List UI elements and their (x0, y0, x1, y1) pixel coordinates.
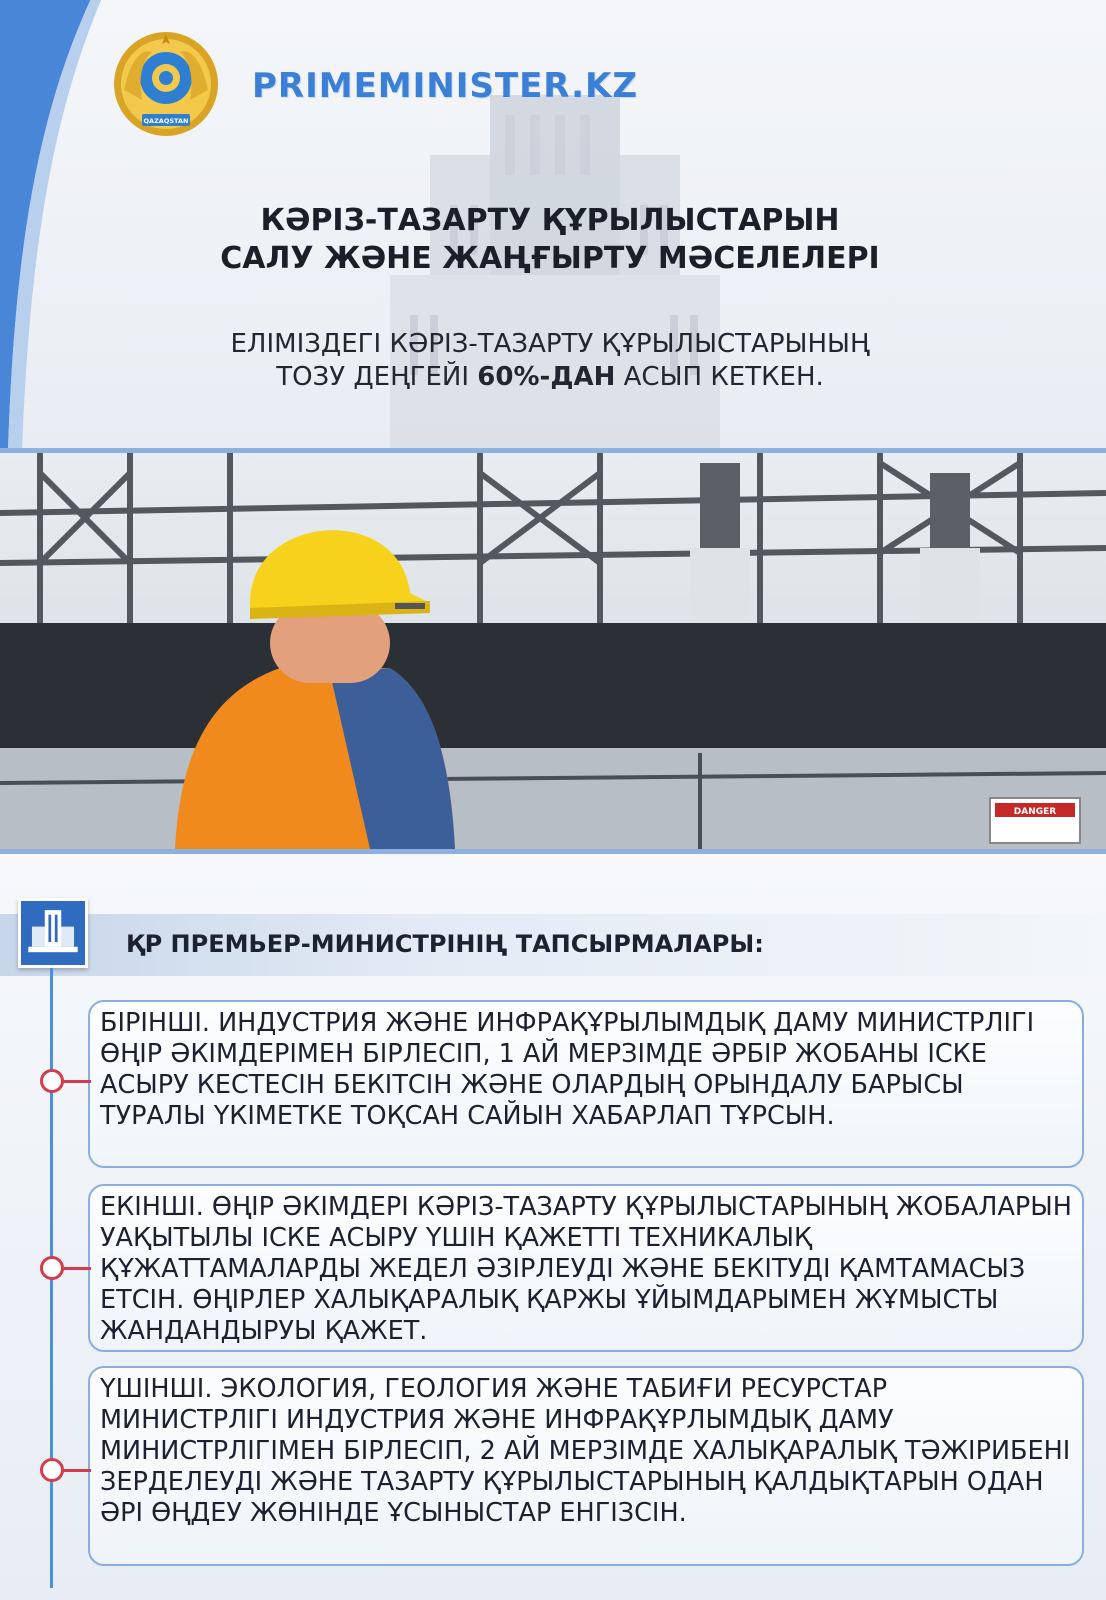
fact-text-pre: ТОЗУ ДЕҢГЕЙІ (276, 362, 478, 392)
task-card-2 (88, 1184, 1084, 1352)
emblem-inscription: QAZAQSTAN (143, 117, 189, 125)
section-title: ҚР ПРЕМЬЕР-МИНИСТРІНІҢ ТАПСЫРМАЛАРЫ: (126, 930, 764, 958)
timeline-marker-1 (40, 1069, 64, 1093)
fact-highlight-percent: 60%-ДАН (477, 362, 616, 392)
industrial-site-illustration (0, 453, 1106, 849)
key-fact (100, 328, 1000, 394)
task-text: ЕКІНШІ. ӨҢІР ӘКІМДЕРІ КӘРІЗ-ТАЗАРТУ ҚҰРЫЛЫСТАРЫНЫҢ ЖОБАЛАРЫН УАҚЫТЫЛЫ ІСКЕ АСЫРУ ҮШІН ҚАЖЕТТІ ТЕХНИКАЛЫҚ ҚҰЖАТТАМАЛАРДЫ ЖЕДЕЛ ӘЗІРЛЕУДІ ЖӘНЕ БЕКІТУДІ ҚАМТАМАСЫЗ ЕТСІН. ӨҢІРЛЕР ХАЛЫҚАРАЛЫҚ ҚАРЖЫ ҰЙЫМДАРЫМЕН ЖҰМЫСТЫ ЖАНДАНДЫРУЫ ҚАЖЕТ. (100, 1192, 1072, 1346)
tasks-section (0, 854, 1106, 1600)
fact-text-post: АСЫП КЕТКЕН. (615, 362, 824, 392)
title-line-2: САЛУ ЖӘНЕ ЖАҢҒЫРТУ МӘСЕЛЕЛЕРІ (220, 241, 880, 276)
kazakhstan-emblem-logo (112, 30, 220, 138)
task-text: ҮШІНШІ. ЭКОЛОГИЯ, ГЕОЛОГИЯ ЖӘНЕ ТАБИҒИ РЕСУРСТАР МИНИСТРЛІГІ ИНДУСТРИЯ ЖӘНЕ ИНФРАҚҰРЛЫМДЫҚ ДАМУ МИНИСТРЛІГІМЕН БІРЛЕСІП, 2 АЙ МЕРЗІМДЕ ХАЛЫҚАРАЛЫҚ ТӘЖІРИБЕНІ ЗЕРДЕЛЕУДІ ЖӘНЕ ТАЗАРТУ ҚҰРЫЛЫСТАРЫНЫҢ ҚАЛДЫҚТАРЫН ОДАН ӘРІ ӨҢДЕУ ЖӨНІНДЕ ҰСЫНЫСТАР ЕНГІЗСІН. (100, 1374, 1071, 1528)
fact-line-2 (100, 361, 1000, 394)
site-name-logo[interactable]: PRIMEMINISTER.KZ (252, 66, 639, 106)
government-building-icon (18, 898, 88, 968)
worker-photo (0, 448, 1106, 854)
danger-sign-text: DANGER (1013, 807, 1057, 817)
timeline-marker-2 (40, 1256, 64, 1280)
title-line-1: КӘРІЗ-ТАЗАРТУ ҚҰРЫЛЫСТАРЫН (260, 203, 840, 238)
timeline-marker-3 (40, 1458, 64, 1482)
fact-line-1: ЕЛІМІЗДЕГІ КӘРІЗ-ТАЗАРТУ ҚҰРЫЛЫСТАРЫНЫҢ (230, 329, 870, 359)
header-section (0, 0, 1106, 448)
page-title (100, 202, 1000, 278)
task-text: БІРІНШІ. ИНДУСТРИЯ ЖӘНЕ ИНФРАҚҰРЫЛЫМДЫҚ ДАМУ МИНИСТРЛІГІ ӨҢІР ӘКІМДЕРІМЕН БІРЛЕСІП, 1 АЙ МЕРЗІМДЕ ӘРБІР ЖОБАНЫ ІСКЕ АСЫРУ КЕСТЕСІН БЕКІТСІН ЖӘНЕ ОЛАРДЫҢ ОРЫНДАЛУ БАРЫСЫ ТУРАЛЫ ҮКІМЕТКЕ ТОҚСАН САЙЫН ХАБАРЛАП ТҰРСЫН. (100, 1008, 1035, 1131)
task-card-3 (88, 1366, 1084, 1566)
task-card-1 (88, 1000, 1084, 1168)
